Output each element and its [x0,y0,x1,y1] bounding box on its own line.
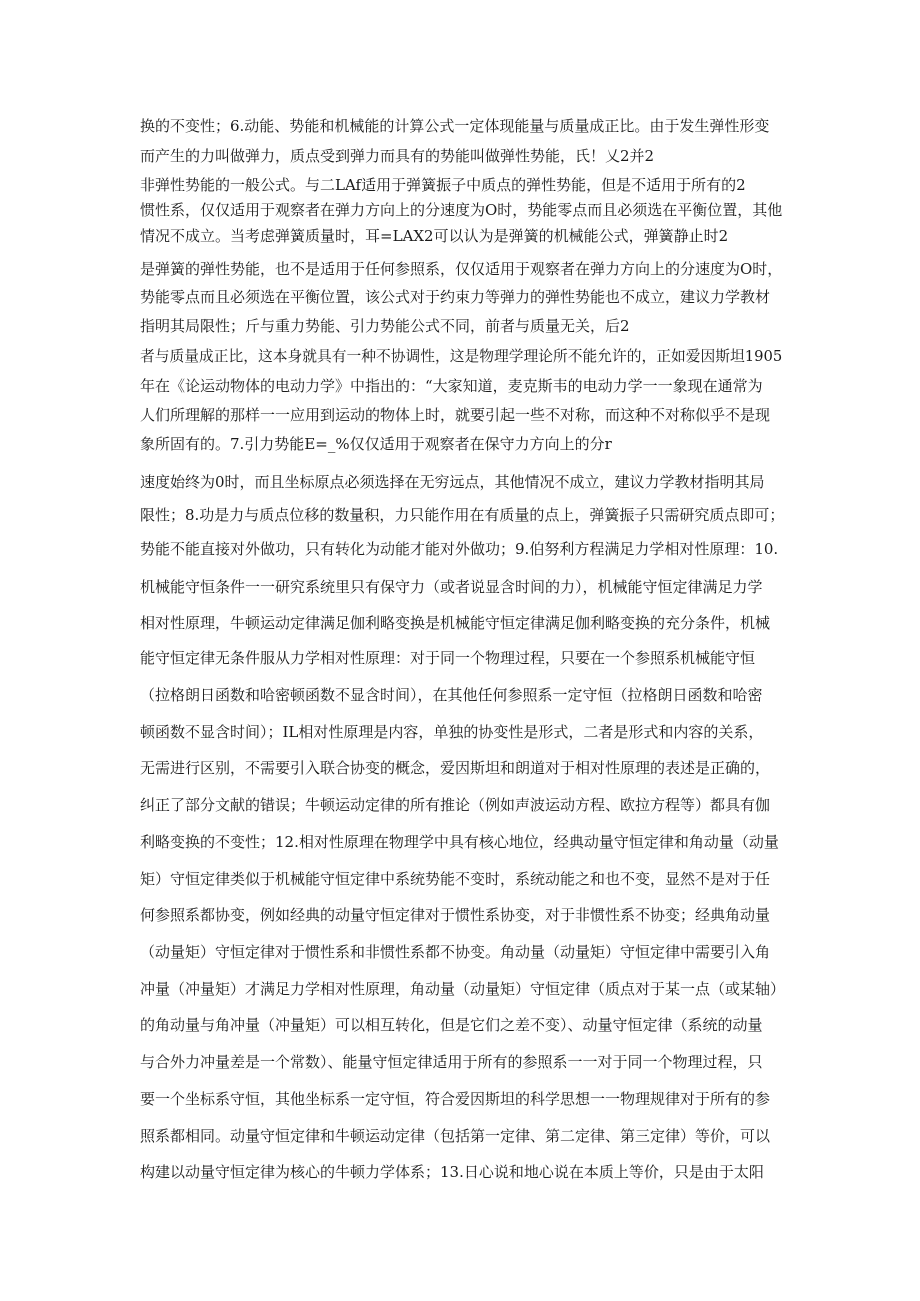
paragraph-line: 势能零点而且必须选在平衡位置，该公式对于约束力等弹力的弹性势能也不成立，建议力学教材 [140,288,771,306]
paragraph-line: 是弹簧的弹性势能，也不是适用于任何参照系，仅仅适用于观察者在弹力方向上的分速度为O时， [140,260,783,278]
paragraph-line: 相对性原理，牛顿运动定律满足伽利略变换是机械能守恒定律满足伽利略变换的充分条件，机械 [140,614,771,632]
paragraph-line: 年在《论运动物体的电动力学》中指出的：“大家知道，麦克斯韦的电动力学一一象现在通常为 [140,377,763,395]
paragraph-line: 何参照系都协变，例如经典的动量守恒定律对于惯性系协变，对于非惯性系不协变；经典角动量 [140,906,771,924]
paragraph-line: 非弹性势能的一般公式。与二LAf适用于弹簧振子中质点的弹性势能，但是不适用于所有的2 [140,176,746,194]
paragraph-line: 纠正了部分文献的错误；牛顿运动定律的所有推论（例如声波运动方程、欧拉方程等）都具有伽 [140,796,771,814]
paragraph-line: 速度始终为0时，而且坐标原点必须选择在无穷远点，其他情况不成立，建议力学教材指明其局 [140,473,765,491]
paragraph-line: 限性；8.功是力与质点位移的数量积，力只能作用在有质量的点上，弹簧振子只需研究质点即可； [140,506,785,524]
paragraph-line: 人们所理解的那样一一应用到运动的物体上时，就要引起一些不对称，而这种不对称似乎不是现 [140,406,771,424]
paragraph-line: 而产生的力叫做弹力，质点受到弹力而具有的势能叫做弹性势能，氏！乂2并2 [140,147,655,165]
paragraph-line: 惯性系，仅仅适用于观察者在弹力方向上的分速度为O时，势能零点而且必须选在平衡位置，其他 [140,201,783,219]
paragraph-line: 矩）守恒定律类似于机械能守恒定律中系统势能不变时，系统动能之和也不变，显然不是对于任 [140,870,771,888]
paragraph-line: 的角动量与角冲量（冲量矩）可以相互转化，但是它们之差不变）、动量守恒定律（系统的动量 [140,1016,763,1034]
paragraph-line: 构建以动量守恒定律为核心的牛顿力学体系；13.日心说和地心说在本质上等价，只是由于太阳 [140,1163,764,1181]
paragraph-line: 势能不能直接对外做功，只有转化为动能才能对外做功；9.伯努利方程满足力学相对性原理：10. [140,540,779,558]
paragraph-line: 情况不成立。当考虑弹簧质量时，耳=LAX2可以认为是弹簧的机械能公式，弹簧静止时2 [140,227,729,245]
paragraph-line: （动量矩）守恒定律对于惯性系和非惯性系都不协变。角动量（动量矩）守恒定律中需要引入角 [140,943,771,961]
paragraph-line: 顿函数不显含时间）；IL相对性原理是内容，单独的协变性是形式，二者是形式和内容的关系， [140,723,764,741]
paragraph-line: 冲量（冲量矩）才满足力学相对性原理，角动量（动量矩）守恒定律（质点对于某一点（或某轴） [140,980,786,998]
paragraph-line: 能守恒定律无条件服从力学相对性原理：对于同一个物理过程，只要在一个参照系机械能守恒 [140,649,756,667]
paragraph-line: （拉格朗日函数和哈密顿函数不显含时间），在其他任何参照系一定守恒（拉格朗日函数和哈密 [140,686,763,704]
paragraph-line: 照系都相同。动量守恒定律和牛顿运动定律（包括第一定律、第二定律、第三定律）等价，可以 [140,1127,771,1145]
paragraph-line: 换的不变性；6.动能、势能和机械能的计算公式一定体现能量与质量成正比。由于发生弹性形变 [140,117,770,135]
paragraph-line: 象所固有的。7.引力势能E=_%仅仅适用于观察者在保守力方向上的分r [140,435,612,453]
paragraph-line: 要一个坐标系守恒，其他坐标系一定守恒，符合爱因斯坦的科学思想一一物理规律对于所有的参 [140,1090,771,1108]
paragraph-line: 机械能守恒条件一一研究系统里只有保守力（或者说显含时间的力），机械能守恒定律满足力学 [140,578,763,596]
paragraph-line: 者与质量成正比，这本身就具有一种不协调性，这是物理学理论所不能允许的，正如爱因斯坦1905 [140,348,783,365]
paragraph-line: 无需进行区别，不需要引入联合协变的概念，爱因斯坦和朗道对于相对性原理的表述是正确的， [140,759,771,777]
paragraph-line: 利略变换的不变性；12.相对性原理在物理学中具有核心地位，经典动量守恒定律和角动量（动量 [140,833,779,851]
paragraph-line: 指明其局限性；斤与重力势能、引力势能公式不同，前者与质量无关，后2 [140,317,630,335]
paragraph-line: 与合外力冲量差是一个常数）、能量守恒定律适用于所有的参照系一一对于同一个物理过程，只 [140,1053,763,1071]
